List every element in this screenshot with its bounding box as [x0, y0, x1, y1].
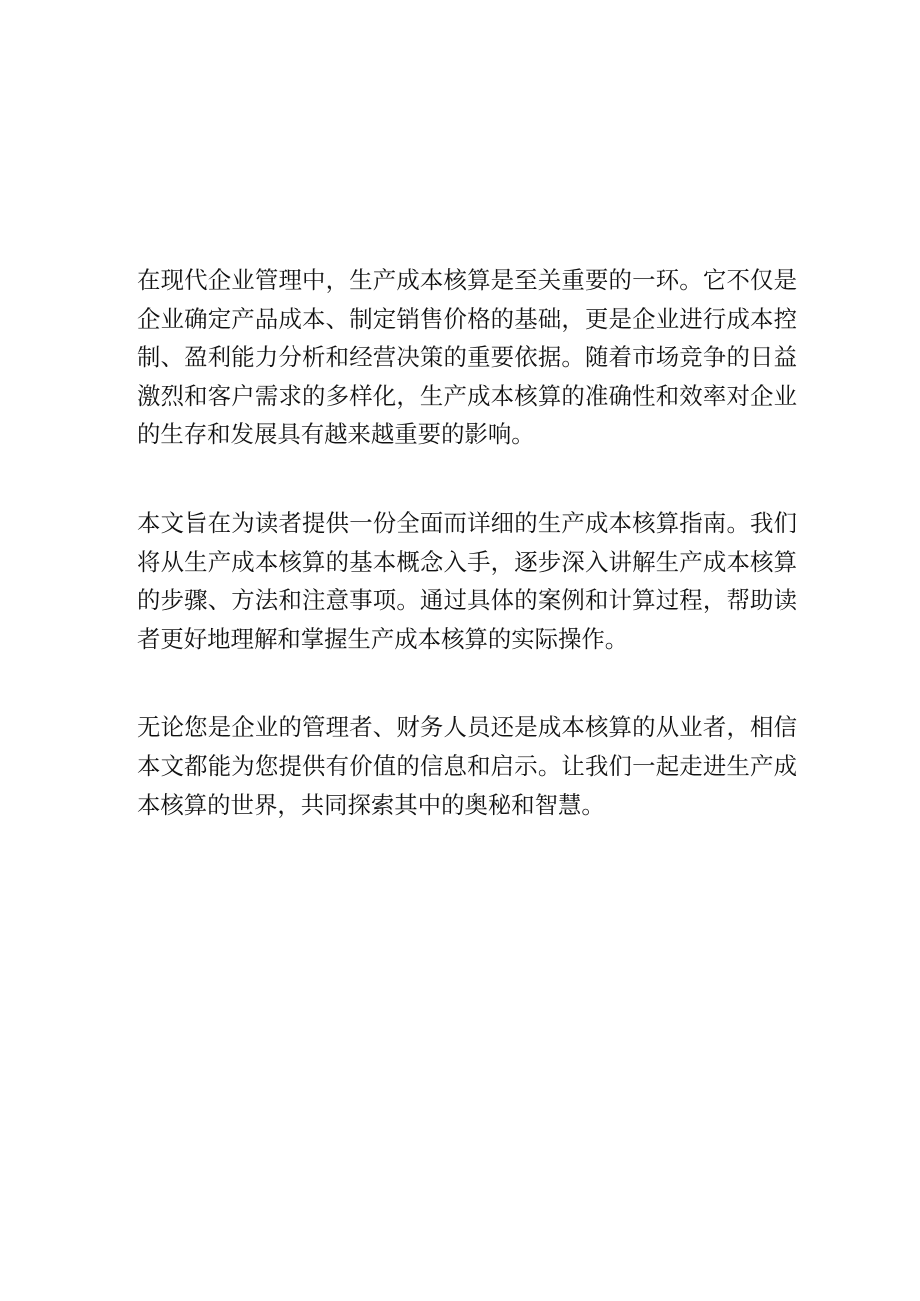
paragraph-intro: 在现代企业管理中，生产成本核算是至关重要的一环。它不仅是企业确定产品成本、制定销售价格的基础，更是企业进行成本控制、盈利能力分析和经营决策的重要依据。随着市场竞争的日益激烈和客户需求的多样化，生产成本核算的准确性和效率对企业的生存和发展具有越来越重要的影响。: [137, 266, 797, 449]
paragraph-closing: 无论您是企业的管理者、财务人员还是成本核算的从业者，相信本文都能为您提供有价值的信息和启示。让我们一起走进生产成本核算的世界，共同探索其中的奥秘和智慧。: [137, 713, 797, 819]
document-body: [137, 261, 797, 824]
paragraph-purpose: 本文旨在为读者提供一份全面而详细的生产成本核算指南。我们将从生产成本核算的基本概念入手，逐步深入讲解生产成本核算的步骤、方法和注意事项。通过具体的案例和计算过程，帮助读者更好地理解和掌握生产成本核算的实际操作。: [137, 508, 797, 653]
